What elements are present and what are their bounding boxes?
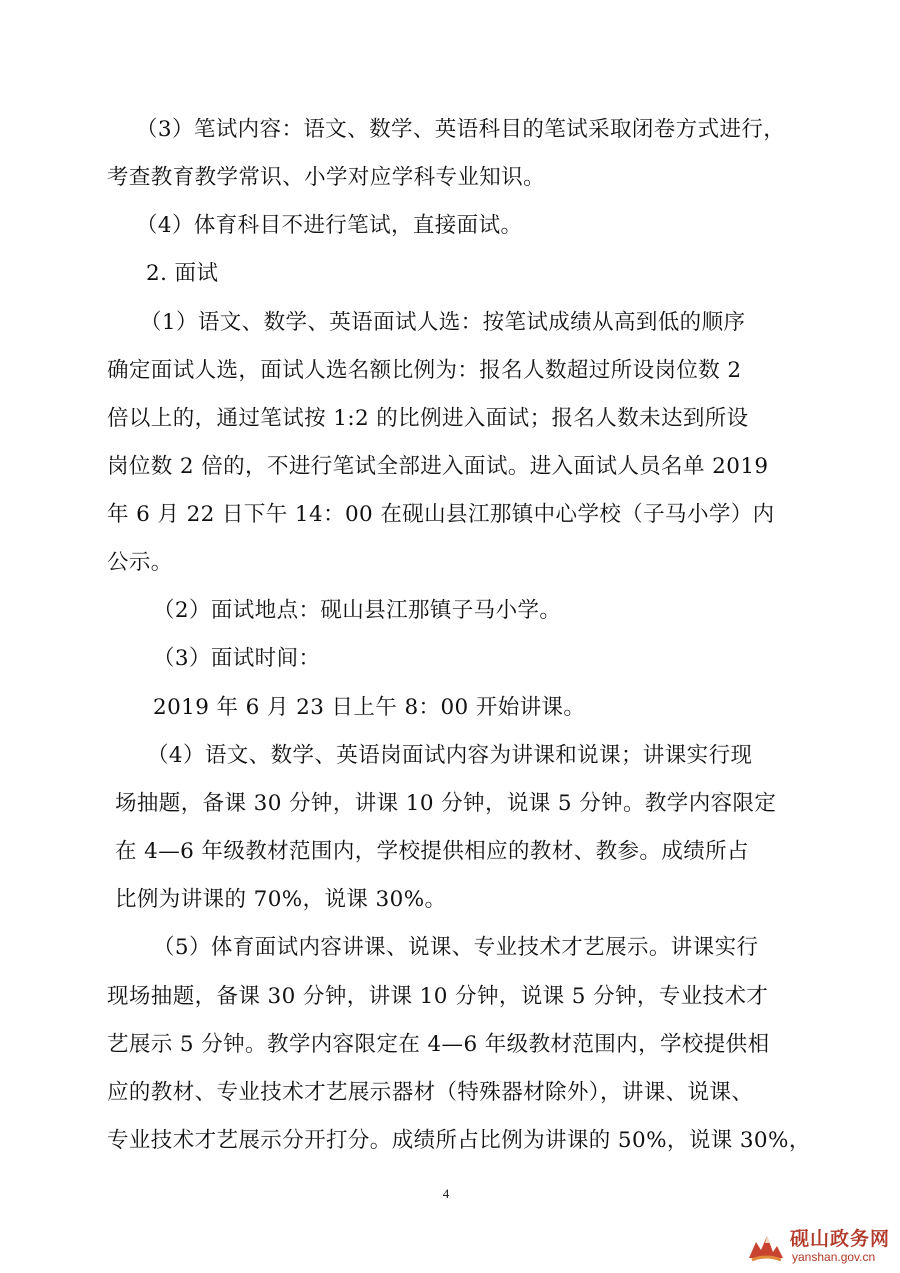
text-line: （2）面试地点：砚山县江那镇子马小学。 — [153, 598, 562, 623]
text-line: 在 4—6 年级教材范围内，学校提供相应的教材、教参。成绩所占 — [115, 839, 749, 864]
section-heading: 2. 面试 — [146, 261, 219, 286]
text-line: （3）笔试内容：语文、数学、英语科目的笔试采取闭卷方式进行， — [136, 117, 786, 142]
text-line: 场抽题，备课 30 分钟，讲课 10 分钟，说课 5 分钟。教学内容限定 — [115, 791, 777, 816]
text-line: 倍以上的，通过笔试按 1:2 的比例进入面试；报名人数未达到所设 — [107, 406, 749, 431]
text-line: 确定面试人选，面试人选名额比例为：报名人数超过所设岗位数 2 — [107, 358, 742, 383]
text-line: 专业技术才艺展示分开打分。成绩所占比例为讲课的 50%，说课 30%， — [107, 1128, 811, 1153]
text-line: （1）语文、数学、英语面试人选：按笔试成绩从高到低的顺序 — [140, 310, 746, 335]
text-line: 岗位数 2 倍的，不进行笔试全部进入面试。进入面试人员名单 2019 — [107, 454, 769, 479]
text-line: 现场抽题，备课 30 分钟，讲课 10 分钟，说课 5 分钟，专业技术才 — [107, 984, 769, 1009]
text-line: 应的教材、专业技术才艺展示器材（特殊器材除外），讲课、说课、 — [107, 1080, 754, 1105]
text-line: （4）体育科目不进行笔试，直接面试。 — [136, 213, 523, 238]
page-number: 4 — [442, 1186, 450, 1201]
mountain-logo-icon — [746, 1228, 786, 1268]
text-line: （3）面试时间： — [153, 646, 321, 671]
text-line: 考查教育教学常识、小学对应学科专业知识。 — [107, 165, 546, 190]
text-line: 公示。 — [107, 550, 173, 575]
text-line: 艺展示 5 分钟。教学内容限定在 4—6 年级教材范围内，学校提供相 — [107, 1032, 770, 1057]
site-watermark — [742, 1222, 900, 1273]
text-line: 2019 年 6 月 23 日上午 8：00 开始讲课。 — [153, 695, 586, 720]
text-line: （4）语文、数学、英语岗面试内容为讲课和说课；讲课实行现 — [147, 743, 753, 768]
watermark-url: yanshan.gov.cn — [792, 1250, 876, 1264]
text-line: 比例为讲课的 70%，说课 30%。 — [115, 887, 447, 912]
watermark-title: 砚山政务网 — [790, 1228, 891, 1250]
text-line: （5）体育面试内容讲课、说课、专业技术才艺展示。讲课实行 — [153, 935, 759, 960]
text-line: 年 6 月 22 日下午 14：00 在砚山县江那镇中心学校（子马小学）内 — [107, 502, 775, 527]
